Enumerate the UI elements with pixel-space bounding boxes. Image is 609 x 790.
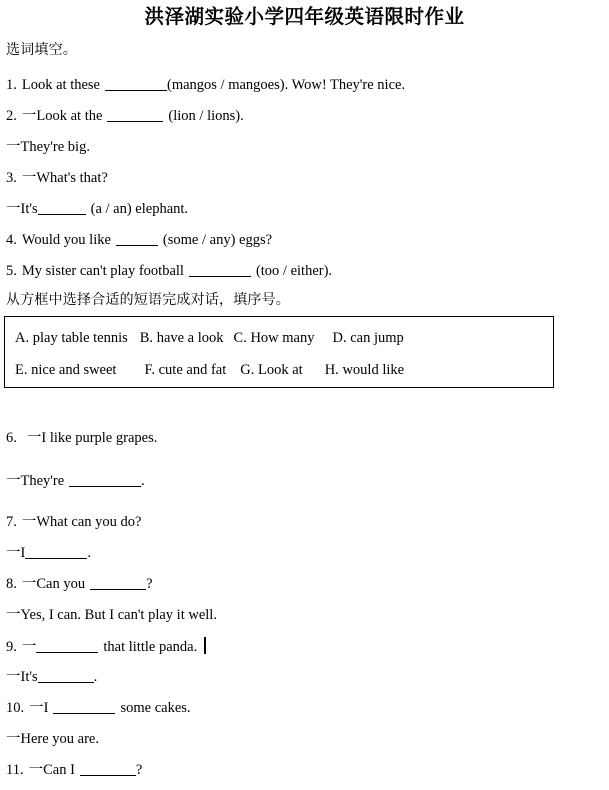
question-2-number: 2.: [6, 108, 17, 124]
question-2-pre: Look at the: [36, 108, 103, 124]
answer-blank[interactable]: [38, 670, 94, 683]
question-4-pre: Would you like: [21, 232, 111, 248]
question-1-pre: Look at these: [21, 77, 100, 93]
word-bank-option-g[interactable]: [240, 361, 302, 379]
answer-blank[interactable]: [25, 546, 87, 559]
option-d-text: can jump: [350, 330, 404, 346]
question-3-reply: [6, 200, 188, 218]
question-10-number: 10.: [6, 700, 25, 716]
question-6: [6, 429, 157, 447]
option-a-key: A.: [15, 330, 30, 346]
question-5-number: 5.: [6, 263, 17, 279]
word-bank-option-a[interactable]: [15, 329, 128, 347]
option-g-key: G.: [240, 362, 255, 378]
em-dash-icon: 一: [21, 170, 37, 186]
question-2-post: (lion / lions).: [168, 108, 244, 124]
question-9-answer: [6, 668, 97, 686]
question-9-prompt-pre: 一: [21, 639, 37, 655]
section1-instruction: 选词填空。: [6, 42, 77, 58]
word-bank-row-2: [15, 361, 404, 379]
question-10-prompt-post: some cakes.: [120, 700, 191, 716]
answer-blank[interactable]: [90, 577, 146, 590]
question-2-reply: 一They're big.: [6, 139, 90, 155]
question-6-answer-pre: 一They're: [6, 473, 65, 489]
question-8-prompt-pre: 一Can you: [21, 576, 86, 592]
question-7-answer-pre: 一I: [6, 545, 26, 561]
question-9-number: 9.: [6, 639, 17, 655]
word-bank-box: [4, 316, 554, 388]
question-3-pre: What's that?: [36, 170, 108, 186]
question-7-answer-post: .: [87, 545, 91, 561]
section2-instruction: 从方框中选择合适的短语完成对话，填序号。: [6, 292, 290, 308]
option-e-key: E.: [15, 362, 28, 378]
option-d-key: D.: [332, 330, 347, 346]
question-5-pre: My sister can't play football: [21, 263, 184, 279]
option-c-text: How many: [250, 330, 315, 346]
question-8-number: 8.: [6, 576, 17, 592]
question-1: [6, 76, 405, 94]
answer-blank[interactable]: [69, 474, 141, 487]
answer-blank[interactable]: [53, 701, 115, 714]
word-bank-option-f[interactable]: [144, 361, 226, 379]
word-bank-option-h[interactable]: [325, 361, 404, 379]
option-f-key: F.: [144, 362, 155, 378]
question-4-post: (some / any) eggs?: [162, 232, 273, 248]
question-8-answer: 一Yes, I can. But I can't play it well.: [6, 607, 217, 623]
question-8: [6, 575, 153, 593]
answer-blank[interactable]: [116, 233, 158, 246]
option-f-text: cute and fat: [158, 362, 227, 378]
word-bank-option-b[interactable]: [140, 329, 224, 347]
option-b-text: have a look: [156, 330, 224, 346]
answer-blank[interactable]: [80, 763, 136, 776]
answer-blank[interactable]: [38, 202, 86, 215]
question-5: [6, 262, 332, 280]
question-9-prompt-post: that little panda.: [103, 639, 198, 655]
question-9-answer-post: .: [93, 669, 98, 685]
question-3-number: 3.: [6, 170, 17, 186]
page-title: 洪泽湖实验小学四年级英语限时作业: [144, 5, 465, 28]
question-6-answer-post: .: [141, 473, 145, 489]
question-1-post: (mangos / mangoes). Wow! They're nice.: [167, 77, 406, 93]
question-3-reply-pre: 一It's: [6, 201, 38, 217]
question-10-prompt-pre: 一I: [29, 700, 49, 716]
question-10: [6, 699, 191, 717]
answer-blank[interactable]: [36, 640, 98, 653]
question-8-prompt-post: ?: [146, 576, 153, 592]
answer-blank[interactable]: [105, 78, 167, 91]
option-b-key: B.: [139, 330, 154, 346]
question-3: [6, 169, 108, 187]
option-c-key: C.: [233, 330, 247, 346]
question-11-prompt-post: ?: [135, 762, 143, 778]
answer-blank[interactable]: [107, 109, 163, 122]
word-bank-row-1: [15, 329, 404, 347]
option-a-text: play table tennis: [32, 330, 128, 346]
answer-blank[interactable]: [189, 264, 251, 277]
question-7-prompt: 一What can you do?: [21, 514, 142, 530]
question-7-number: 7.: [6, 514, 17, 530]
text-cursor-caret: [204, 637, 206, 654]
option-h-key: H.: [324, 362, 339, 378]
question-7-answer: [6, 544, 91, 562]
word-bank-option-e[interactable]: [15, 361, 116, 379]
question-11: [6, 761, 142, 779]
word-bank-option-d[interactable]: [333, 329, 404, 347]
question-6-number: 6.: [6, 430, 17, 446]
question-10-answer: 一Here you are.: [6, 731, 99, 747]
word-bank-option-c[interactable]: [234, 329, 315, 347]
question-4-number: 4.: [6, 232, 17, 248]
option-h-text: would like: [342, 362, 405, 378]
question-3-reply-post: (a / an) elephant.: [90, 201, 189, 217]
option-e-text: nice and sweet: [31, 362, 117, 378]
em-dash-icon: 一: [21, 108, 37, 124]
question-9-answer-pre: 一It's: [6, 669, 38, 685]
question-9: [6, 637, 206, 656]
question-1-number: 1.: [6, 77, 17, 93]
option-g-text: Look at: [258, 362, 303, 378]
question-4: [6, 231, 272, 249]
question-5-post: (too / either).: [255, 263, 333, 279]
question-11-number: 11.: [6, 762, 24, 778]
question-6-answer: [6, 472, 145, 490]
question-6-prompt: 一I like purple grapes.: [26, 430, 158, 446]
question-11-prompt-pre: 一Can I: [28, 762, 75, 778]
question-7: [6, 513, 141, 531]
question-2: [6, 107, 244, 125]
